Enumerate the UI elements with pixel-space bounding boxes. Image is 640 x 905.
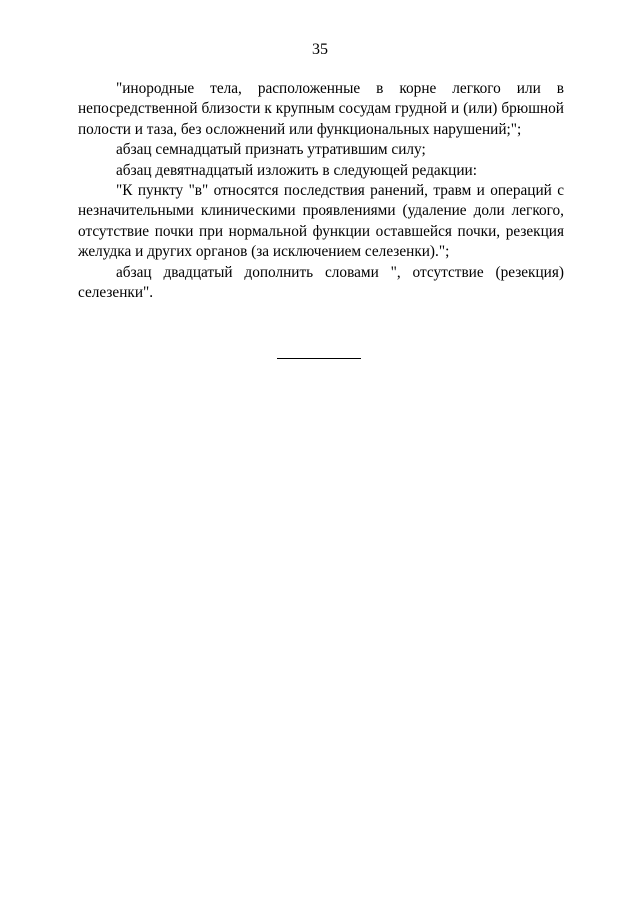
paragraph-seventeenth: абзац семнадцатый признать утратившим силу; xyxy=(116,141,426,159)
document-body xyxy=(78,79,564,303)
end-divider xyxy=(277,358,361,359)
page-number: 35 xyxy=(312,41,328,58)
paragraph-twentieth: абзац двадцатый дополнить словами ", отсутствие (резекция) селезенки". xyxy=(78,263,564,302)
paragraph-foreign-bodies: "инородные тела, расположенные в корне легкого или в непосредственной близости к крупным сосудам грудной и (или) брюшной полости и таза, без осложнений или функциональных нарушений;"; xyxy=(78,80,564,138)
paragraph-nineteenth: абзац девятнадцатый изложить в следующей редакции: xyxy=(116,161,477,179)
paragraph-point-v: "К пункту "в" относятся последствия ранений, травм и операций с незначительными клиническими проявлениями (удаление доли легкого, отсутствие почки при нормальной функции оставшейся почки, резекция желудка и других органов (за исключением селезенки)."; xyxy=(78,182,564,261)
